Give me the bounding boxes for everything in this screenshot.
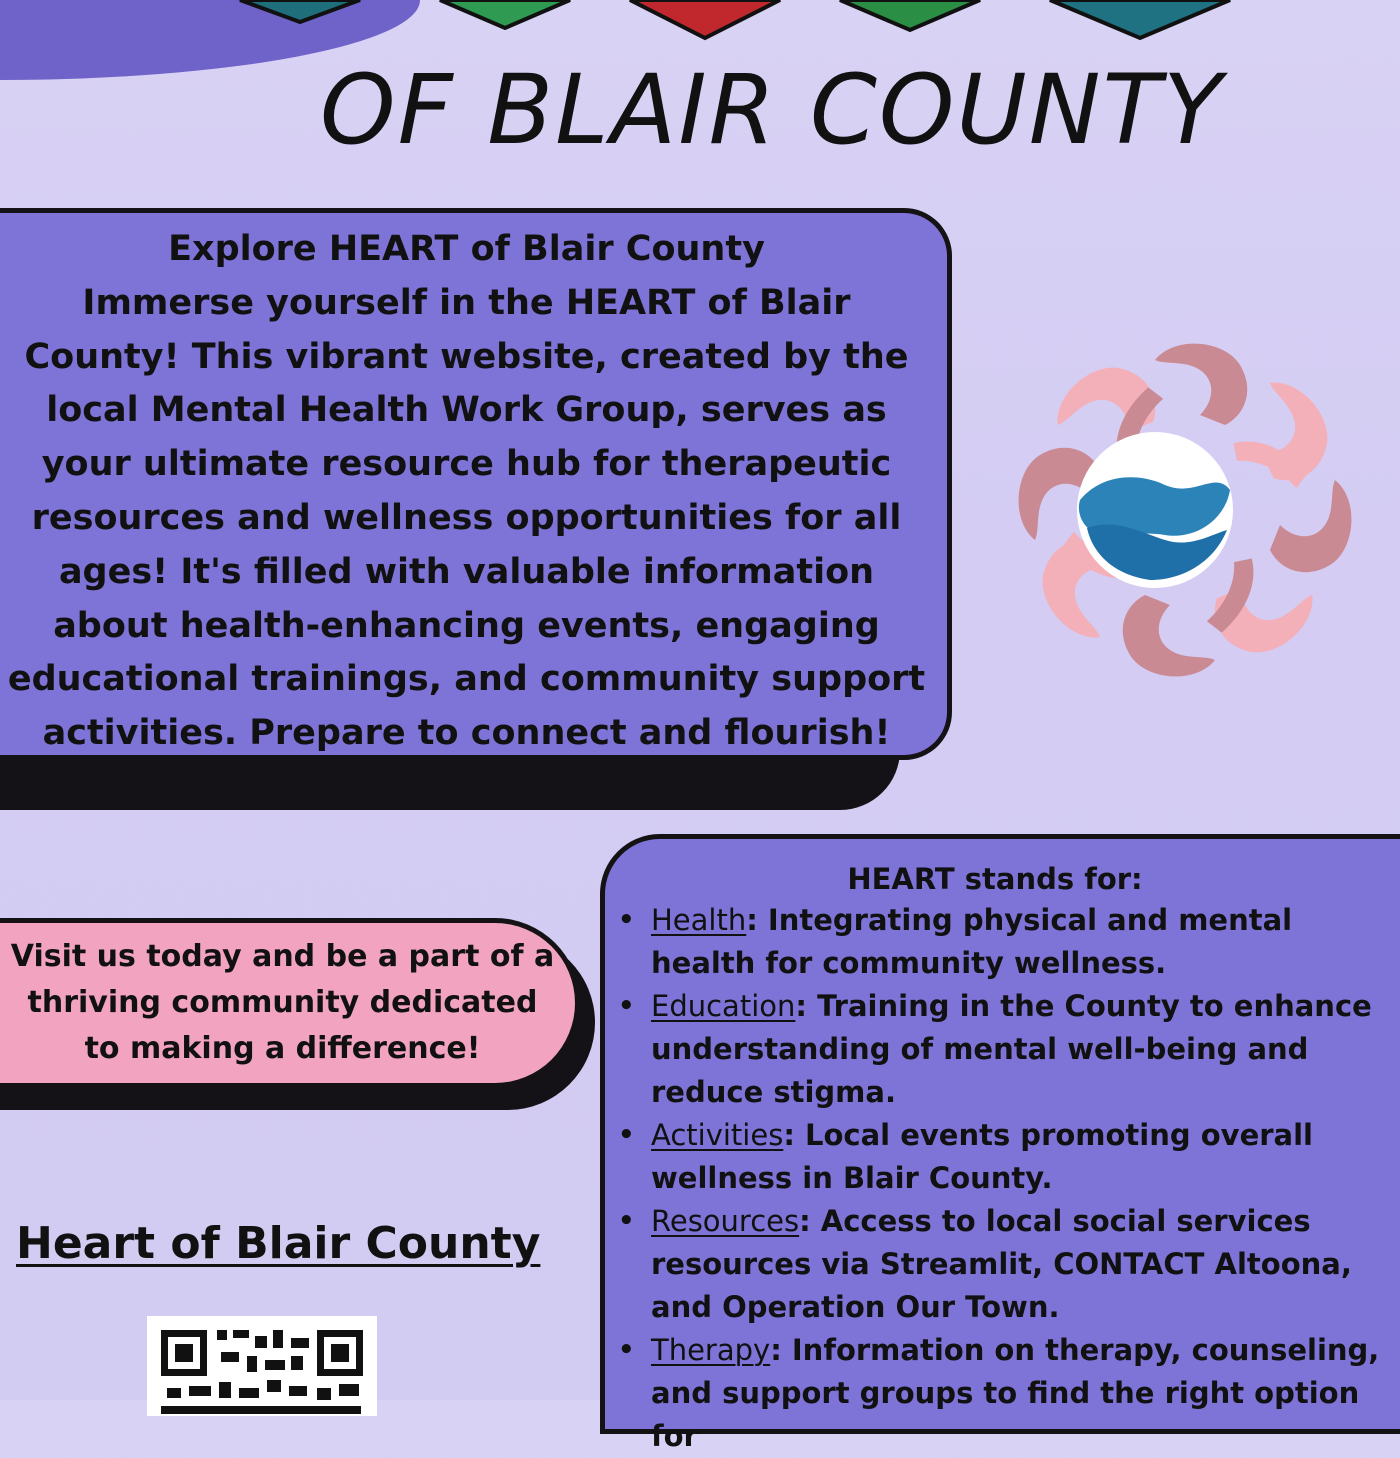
list-item	[605, 1329, 1391, 1458]
stands-description: : Integrating physical and mental health for community wellness.	[651, 903, 1293, 980]
visit-text: Visit us today and be a part of a thriving community dedicated to making a difference!	[10, 939, 555, 1066]
stands-for-panel	[600, 834, 1400, 1453]
stands-description: : Local events promoting overall wellness in Blair County.	[651, 1118, 1313, 1195]
stands-description: : Information on therapy, counseling, and support groups to find the right option for	[651, 1333, 1380, 1453]
bullet-icon: •	[618, 905, 635, 935]
hand-shape	[1155, 344, 1247, 425]
visit-pill	[0, 918, 580, 1088]
list-item	[605, 899, 1391, 985]
list-item	[605, 1200, 1391, 1329]
hands-around-globe-icon	[970, 300, 1390, 720]
stands-term: Health	[651, 903, 747, 937]
stands-for-heading: HEART stands for:	[847, 862, 1143, 896]
stands-description: : Access to local social services resources via Streamlit, CONTACT Altoona, and Operation Our Town.	[651, 1204, 1352, 1324]
explore-panel	[0, 208, 952, 760]
diamond-shape-teal-2	[1050, 0, 1230, 38]
county-title: OF BLAIR COUNTY	[320, 54, 1224, 166]
stands-term: Education	[651, 989, 796, 1023]
bullet-icon: •	[618, 1335, 635, 1365]
diamond-shape-green	[440, 0, 570, 28]
stands-term: Therapy	[651, 1333, 771, 1367]
bullet-icon: •	[618, 991, 635, 1021]
top-diamond-shapes	[200, 0, 1300, 45]
stands-term: Resources	[651, 1204, 800, 1238]
stands-description: : Training in the County to enhance understanding of mental well-being and reduce stigma.	[651, 989, 1372, 1109]
diamond-shape-red	[630, 0, 780, 38]
bullet-icon: •	[618, 1206, 635, 1236]
site-link[interactable]: Heart of Blair County	[16, 1218, 541, 1269]
explore-heading: Explore HEART of Blair County	[168, 229, 765, 269]
stands-for-list	[605, 899, 1400, 1458]
stands-term: Activities	[651, 1118, 784, 1152]
explore-body: Immerse yourself in the HEART of Blair County! This vibrant website, created by the local Mental Health Work Group, serves as your ultimate resource hub for therapeutic resources and wellness opportunities for all ages! It's filled with valuable information about health-enhancing events, engaging educational trainings, and community support activities. Prepare to connect and flourish!	[7, 282, 926, 754]
bullet-icon: •	[618, 1120, 635, 1150]
diamond-shape-green-2	[840, 0, 980, 30]
list-item	[605, 1114, 1391, 1200]
list-item	[605, 985, 1391, 1114]
diamond-shape-teal	[240, 0, 360, 22]
qr-code-icon[interactable]	[147, 1316, 377, 1416]
